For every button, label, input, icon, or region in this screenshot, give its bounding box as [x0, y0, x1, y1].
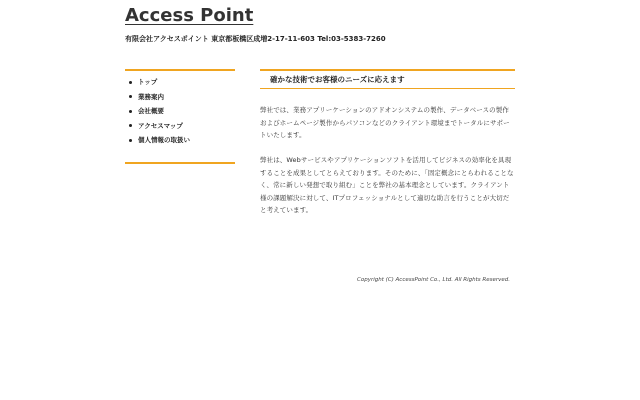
nav-item-top[interactable]: トップ — [125, 75, 235, 90]
philosophy-paragraph: 弊社は、Webサービスやアプリケーションソフトを活用してビジネスの効率化を具現することを成果としてとらえております。そのために、「固定概念にとらわれることなく、常に新しい発想で取り組む」ことを弊社の基本理念としています。クライアント様の課題解決に対して、ITプロフェッショナルとして適切な助言を行うことが大切だと考えています。 — [260, 156, 514, 214]
nav-item-privacy[interactable]: 個人情報の取扱い — [125, 133, 235, 148]
nav-item-access-map[interactable]: アクセスマップ — [125, 119, 235, 134]
sidebar-nav — [125, 69, 235, 148]
site-title-link[interactable]: Access Point — [125, 5, 254, 26]
nav-item-company[interactable]: 会社概要 — [125, 104, 235, 119]
main-heading: 確かな技術でお客様のニーズに応えます — [260, 69, 515, 89]
sidebar-divider — [125, 162, 235, 164]
intro-paragraph: 弊社では、業務アプリーケーションのアドオンシステムの製作、データベースの製作およびホームページ製作からパソコンなどのクライアント環境までトータルにサポートいたします。 — [260, 106, 510, 139]
main-content — [260, 69, 515, 214]
copyright-footer: Copyright (C) AccessPoint Co., Ltd. All Rights Reserved. — [357, 277, 510, 283]
nav-list — [125, 71, 235, 148]
nav-item-services[interactable]: 業務案内 — [125, 90, 235, 105]
company-info: 有限会社アクセスポイント 東京都板橋区成増2-17-11-603 Tel:03-5383-7260 — [125, 35, 386, 43]
